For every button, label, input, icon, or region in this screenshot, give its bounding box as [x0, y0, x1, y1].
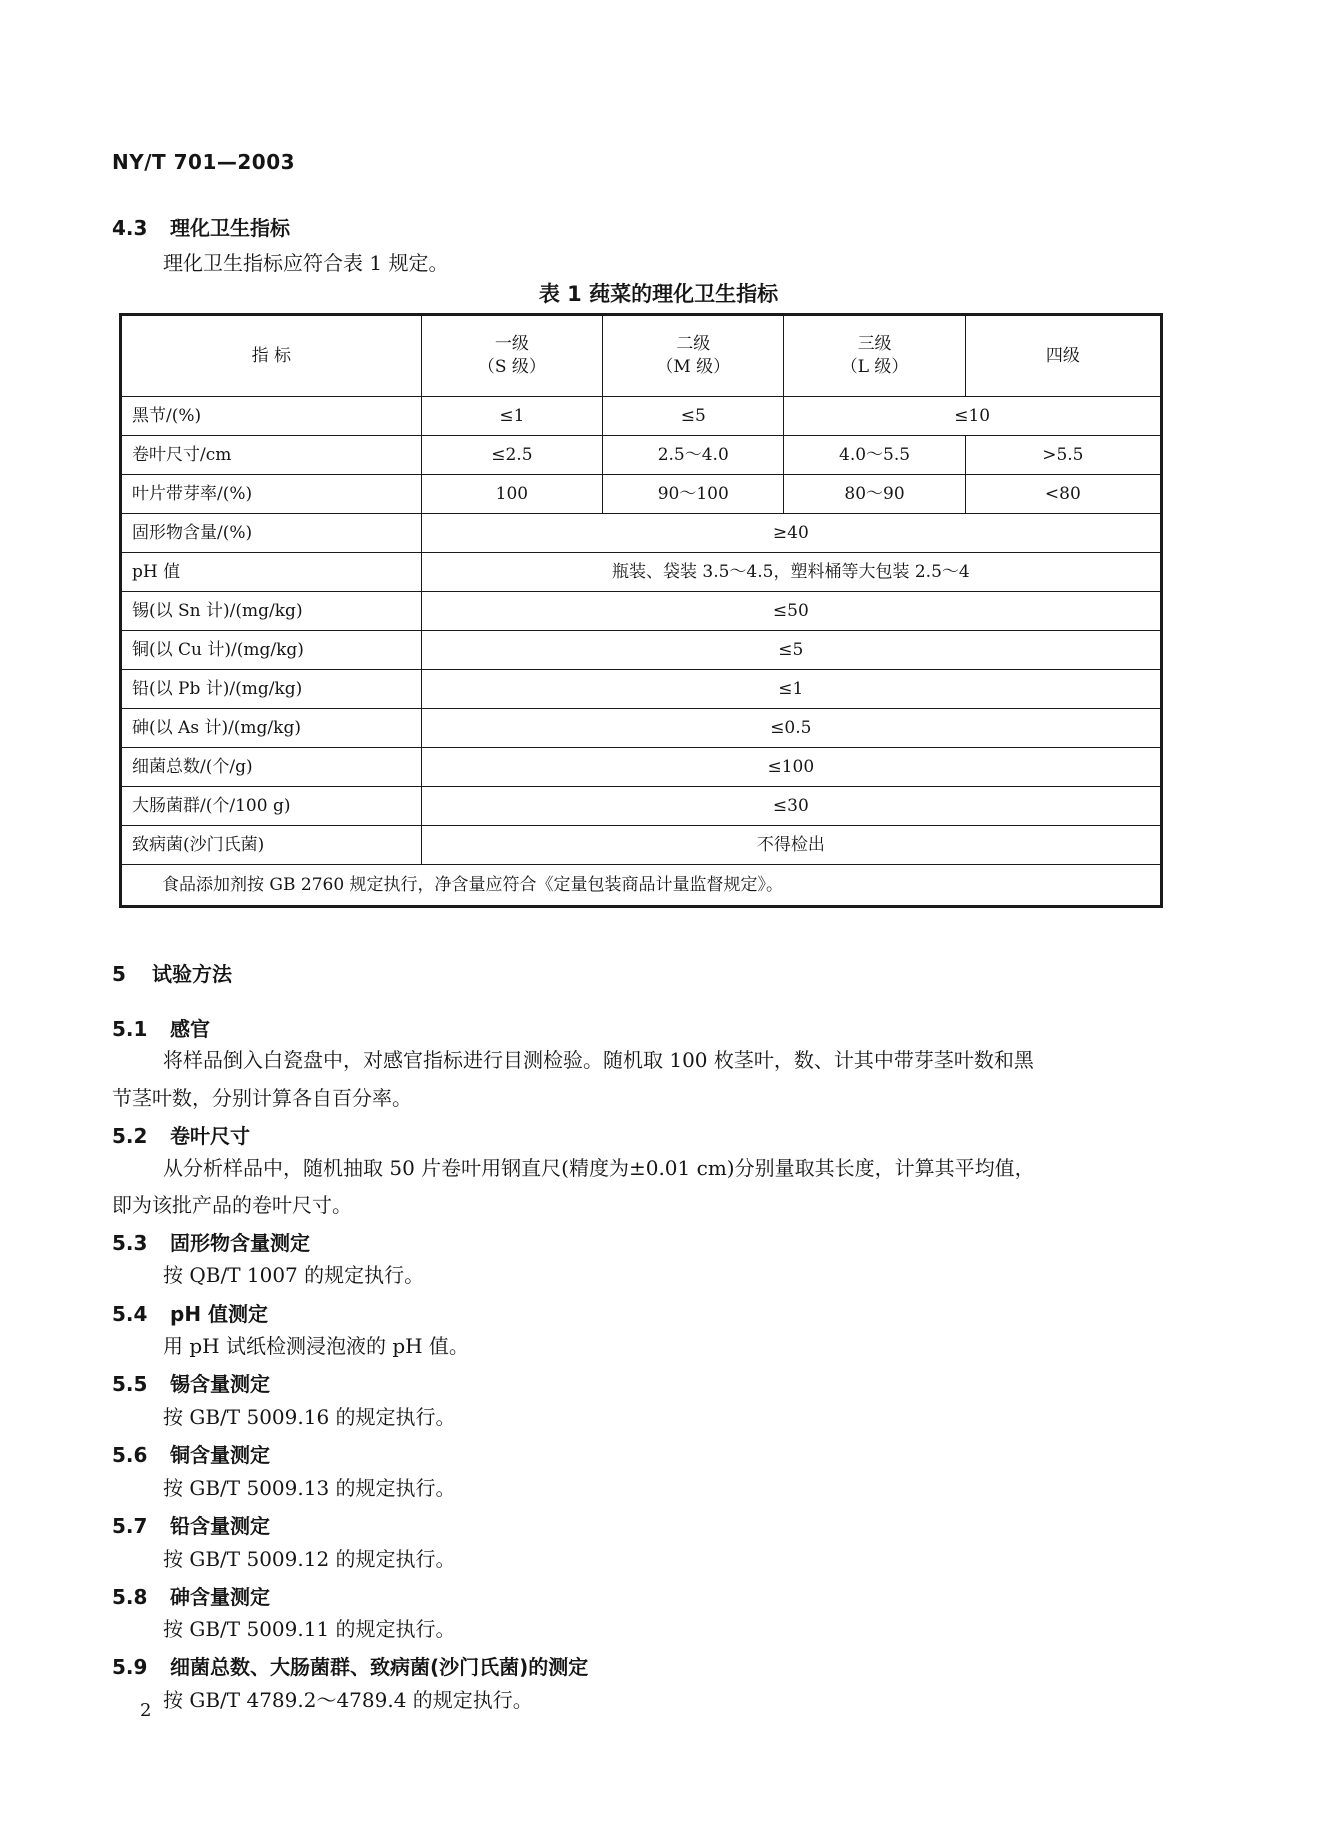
- section-5-4-text: 用 pH 试纸检测浸泡液的 pH 值。: [163, 1334, 469, 1358]
- header-grade-3: [784, 315, 965, 397]
- section-5-7-heading: [112, 1510, 270, 1539]
- grade-name: 一级: [494, 334, 529, 355]
- row-label: 固形物含量/(%): [121, 514, 422, 553]
- section-5-9-text: 按 GB/T 4789.2～4789.4 的规定执行。: [163, 1688, 533, 1712]
- row-label: 大肠菌群/(个/100 g): [121, 787, 422, 826]
- section-title: 固形物含量测定: [170, 1231, 310, 1255]
- section-title: 感官: [170, 1017, 210, 1041]
- section-number: 5.9: [112, 1655, 148, 1679]
- section-title: 砷含量测定: [170, 1585, 270, 1609]
- standard-code: NY/T 701—2003: [112, 150, 296, 174]
- table-row: [121, 787, 1162, 826]
- header-grade-4: 四级: [965, 315, 1161, 397]
- table-row: [121, 826, 1162, 865]
- page-number: 2: [140, 1700, 152, 1721]
- section-number: 5.6: [112, 1443, 148, 1467]
- table-note-row: [121, 865, 1162, 907]
- row-label: 细菌总数/(个/g): [121, 748, 422, 787]
- section-5-1-line-1: 将样品倒入白瓷盘中，对感官指标进行目测检验。随机取 100 枚茎叶，数、计其中带芽茎叶数和黑: [163, 1048, 1034, 1072]
- row-label: pH 值: [121, 553, 422, 592]
- section-4-3-text: 理化卫生指标应符合表 1 规定。: [163, 251, 449, 275]
- grade-code: （S 级）: [477, 357, 546, 377]
- section-5-8-text: 按 GB/T 5009.11 的规定执行。: [163, 1617, 456, 1641]
- cell-all-grades: ≤100: [421, 748, 1161, 787]
- section-number: 5.4: [112, 1302, 148, 1326]
- section-5-2-line-1: 从分析样品中，随机抽取 50 片卷叶用钢直尺(精度为±0.01 cm)分别量取其长度，计算其平均值，: [163, 1156, 1035, 1180]
- row-label: 黑节/(%): [121, 397, 422, 436]
- quality-spec-table: [119, 313, 1163, 908]
- table-note: 食品添加剂按 GB 2760 规定执行，净含量应符合《定量包装商品计量监督规定》。: [121, 865, 1162, 907]
- row-label: 铜(以 Cu 计)/(mg/kg): [121, 631, 422, 670]
- section-title: 卷叶尺寸: [170, 1124, 250, 1148]
- section-5-4-heading: [112, 1298, 268, 1327]
- cell-all-grades: ≤5: [421, 631, 1161, 670]
- table-title: 表 1 莼菜的理化卫生指标: [538, 282, 779, 306]
- section-title: 锡含量测定: [170, 1372, 270, 1396]
- section-title: 理化卫生指标: [170, 216, 290, 240]
- section-5-3-text: 按 QB/T 1007 的规定执行。: [163, 1263, 425, 1287]
- cell-all-grades: ≤50: [421, 592, 1161, 631]
- cell-grade-3: 80～90: [784, 475, 965, 514]
- section-title: 铜含量测定: [170, 1443, 270, 1467]
- table-row: [121, 475, 1162, 514]
- cell-grade-2: 2.5～4.0: [603, 436, 784, 475]
- section-5-5-text: 按 GB/T 5009.16 的规定执行。: [163, 1405, 456, 1429]
- table-row: [121, 553, 1162, 592]
- cell-all-grades: ≥40: [421, 514, 1161, 553]
- section-5-heading: [112, 958, 232, 987]
- section-number: 5.2: [112, 1124, 148, 1148]
- section-5-8-heading: [112, 1581, 270, 1610]
- cell-all-grades: 不得检出: [421, 826, 1161, 865]
- table-row: [121, 592, 1162, 631]
- cell-grade-2: ≤5: [603, 397, 784, 436]
- table-row: [121, 397, 1162, 436]
- section-5-2-heading: [112, 1120, 250, 1149]
- section-number: 5: [112, 962, 126, 986]
- section-5-9-heading: [112, 1651, 588, 1680]
- section-5-2-line-2: 即为该批产品的卷叶尺寸。: [112, 1193, 352, 1217]
- grade-code: （L 级）: [840, 357, 909, 377]
- grade-name: 二级: [676, 334, 711, 355]
- section-5-6-heading: [112, 1439, 270, 1468]
- section-5-5-heading: [112, 1368, 270, 1397]
- section-number: 4.3: [112, 216, 148, 240]
- cell-grade-4: >5.5: [965, 436, 1161, 475]
- cell-grade-1: 100: [421, 475, 602, 514]
- section-5-7-text: 按 GB/T 5009.12 的规定执行。: [163, 1547, 456, 1571]
- row-label: 铅(以 Pb 计)/(mg/kg): [121, 670, 422, 709]
- row-label: 卷叶尺寸/cm: [121, 436, 422, 475]
- section-5-3-heading: [112, 1227, 310, 1256]
- table-row: [121, 670, 1162, 709]
- table-row: [121, 514, 1162, 553]
- cell-grade-2: 90～100: [603, 475, 784, 514]
- section-number: 5.8: [112, 1585, 148, 1609]
- row-label: 砷(以 As 计)/(mg/kg): [121, 709, 422, 748]
- cell-all-grades: ≤0.5: [421, 709, 1161, 748]
- cell-all-grades: ≤30: [421, 787, 1161, 826]
- table-row: [121, 709, 1162, 748]
- cell-all-grades: ≤1: [421, 670, 1161, 709]
- table-row: [121, 748, 1162, 787]
- cell-grade-3-4: ≤10: [784, 397, 1162, 436]
- header-grade-2: [603, 315, 784, 397]
- section-title: pH 值测定: [170, 1302, 269, 1326]
- header-indicator: 指 标: [121, 315, 422, 397]
- cell-grade-4: <80: [965, 475, 1161, 514]
- row-label: 叶片带芽率/(%): [121, 475, 422, 514]
- grade-code: （M 级）: [656, 357, 731, 377]
- section-title: 试验方法: [152, 962, 232, 986]
- section-title: 铅含量测定: [170, 1514, 270, 1538]
- section-number: 5.5: [112, 1372, 148, 1396]
- section-5-6-text: 按 GB/T 5009.13 的规定执行。: [163, 1476, 456, 1500]
- cell-grade-1: ≤1: [421, 397, 602, 436]
- table-row: [121, 436, 1162, 475]
- header-grade-1: [421, 315, 602, 397]
- section-5-1-heading: [112, 1013, 210, 1042]
- cell-grade-3: 4.0～5.5: [784, 436, 965, 475]
- table-row: [121, 631, 1162, 670]
- section-number: 5.3: [112, 1231, 148, 1255]
- section-number: 5.7: [112, 1514, 148, 1538]
- section-number: 5.1: [112, 1017, 148, 1041]
- table-header-row: [121, 315, 1162, 397]
- section-5-1-line-2: 节茎叶数，分别计算各自百分率。: [112, 1086, 412, 1110]
- cell-all-grades: 瓶装、袋装 3.5～4.5，塑料桶等大包装 2.5～4: [421, 553, 1161, 592]
- grade-name: 三级: [857, 334, 892, 355]
- row-label: 锡(以 Sn 计)/(mg/kg): [121, 592, 422, 631]
- cell-grade-1: ≤2.5: [421, 436, 602, 475]
- section-title: 细菌总数、大肠菌群、致病菌(沙门氏菌)的测定: [170, 1655, 589, 1679]
- row-label: 致病菌(沙门氏菌): [121, 826, 422, 865]
- section-4-3-heading: [112, 212, 290, 241]
